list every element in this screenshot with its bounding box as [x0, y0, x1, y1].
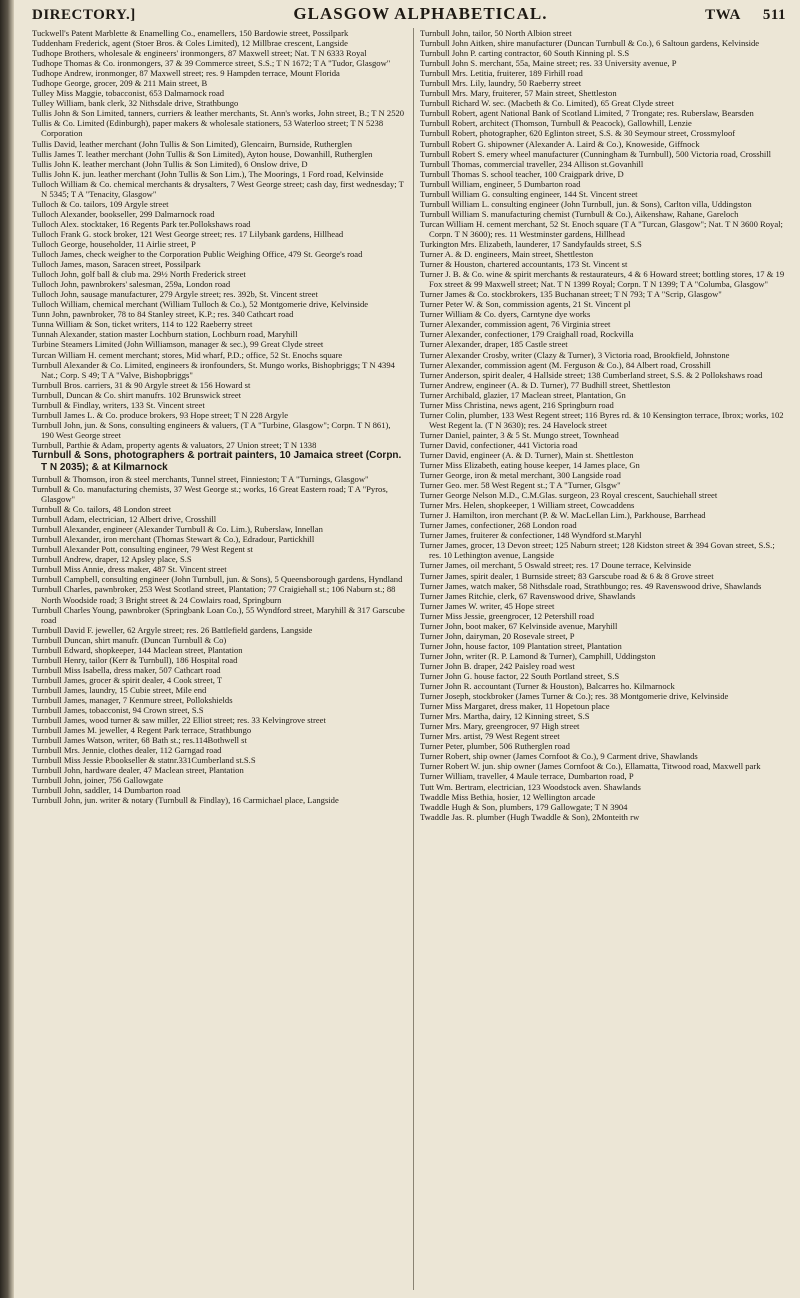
directory-entry: Turner James Ritchie, clerk, 67 Ravenswood drive, Shawlands [420, 590, 636, 601]
directory-entry: Tulley William, bank clerk, 32 Nithsdale drive, Strathbungo [32, 98, 239, 109]
directory-entry: Tulley Miss Maggie, tobacconist, 653 Dalmarnock road [32, 88, 225, 99]
directory-entry: Turner William, traveller, 4 Maule terrace, Dumbarton road, P [420, 771, 634, 782]
directory-entry: Turcan William H. cement merchant; stores, Mid wharf, P.D.; office, 52 St. Enochs square [32, 349, 343, 360]
directory-entry: Turner Mrs. Martha, dairy, 12 Kinning street, S.S [420, 711, 590, 722]
directory-entry: Turnbull Miss Jessie P.bookseller & statnr.331Cumberland st.S.S [32, 755, 256, 766]
directory-entry: Turnbull Duncan, shirt manufr. (Duncan Turnbull & Co) [32, 634, 227, 645]
directory-entry: Turnbull James Watson, writer, 68 Bath st.; res.114Bothwell st [32, 735, 247, 746]
directory-entry: Turnbull Miss Isabella, dress maker, 507 Cathcart road [32, 664, 221, 675]
directory-entry: Tulloch & Co. tailors, 109 Argyle street [32, 198, 169, 209]
directory-entry: Tullis John & Son Limited, tanners, curriers & leather merchants, St. Ann's works, John street, B.; T N 2520 [32, 108, 405, 119]
directory-entry: Turnbull & Findlay, writers, 133 St. Vincent street [32, 399, 205, 410]
directory-entry: Tutt Wm. Bertram, electrician, 123 Woodstock aven. Shawlands [420, 781, 641, 792]
directory-entry: Turnbull David F. jeweller, 62 Argyle street; res. 26 Battlefield gardens, Langside [32, 624, 313, 635]
directory-entry: Turner Peter W. & Son, commission agents, 21 St. Vincent pl [420, 299, 631, 310]
directory-entry: Turner Colin, plumber, 133 West Regent street; 116 Byres rd. & 10 Kensington terrace, Ibrox; works, 102 West Regent la. (T N 3630); res. 24 Havelock street [420, 409, 784, 430]
directory-entry: Turner George Nelson M.D., C.M.Glas. surgeon, 23 Royal crescent, Sauchiehall street [420, 490, 718, 501]
directory-entry: Turner Geo. mer. 58 West Regent st.; T A "Turner, Glsgw" [420, 480, 621, 491]
directory-entry: Turnbull & Co. manufacturing chemists, 37 West George st.; works, 16 Great Eastern road; T A "Pyros, Glasgow" [32, 484, 388, 505]
directory-entry: Tulloch James, check weigher to the Corporation Public Weighing Office, 479 St. George's road [32, 249, 363, 260]
directory-entry: Turnbull Alexander Pott, consulting engineer, 79 West Regent st [32, 544, 253, 555]
directory-entry: Turner Peter, plumber, 506 Rutherglen road [420, 741, 570, 752]
directory-entry: Turner Andrew, engineer (A. & D. Turner), 77 Budhill street, Shettleston [420, 379, 671, 390]
directory-entry: Tunn John, pawnbroker, 78 to 84 Stanley street, K.P.; res. 340 Cathcart road [32, 309, 294, 320]
directory-entry: Turnbull Henry, tailor (Kerr & Turnbull), 186 Hospital road [32, 654, 238, 665]
directory-entry: Turner Robert W. jun. ship owner (James Cornfoot & Co.), Ellamatta, Titwood road, Maxwell park [420, 761, 761, 772]
directory-entry: Turnbull William G. consulting engineer, 144 St. Vincent street [420, 188, 638, 199]
directory-entry: Turner John R. accountant (Turner & Houston), Balcarres ho. Kilmarnock [420, 681, 675, 692]
directory-entry: Tulloch James, mason, Saracen street, Possilpark [32, 259, 201, 270]
directory-entry: Tudhope Brothers, wholesale & engineers' ironmongers, 87 Maxwell street; Nat. T N 6333 Royal [32, 48, 367, 59]
directory-entry: Turnbull James, tobacconist, 94 Crown street, S.S [32, 705, 204, 716]
directory-entry: Turner John, boot maker, 67 Kelvinside avenue, Maryhill [420, 620, 618, 631]
directory-entry: Turner Miss Margaret, dress maker, 11 Hopetoun place [420, 701, 610, 712]
directory-entry: Tulloch Alexander, bookseller, 299 Dalmarnock road [32, 208, 215, 219]
directory-entry: Turnbull, Duncan & Co. shirt manufrs. 102 Brunswick street [32, 389, 242, 400]
directory-entry: Tulloch John, golf ball & club ma. 29½ North Frederick street [32, 269, 246, 280]
directory-columns [32, 28, 786, 1290]
directory-entry: Turnbull James M. jeweller, 4 Regent Park terrace, Strathbungo [32, 725, 252, 736]
directory-entry: Turner Miss Elizabeth, eating house keeper, 14 James place, Gn [420, 460, 640, 471]
directory-entry: Twaddle Jas. R. plumber (Hugh Twaddle & Son), 2Monteith rw [420, 811, 640, 822]
directory-entry: Tulloch Frank G. stock broker, 121 West George street; res. 17 Lilybank gardens, Hillhead [32, 228, 344, 239]
directory-entry: Turnbull William, engineer, 5 Dumbarton road [420, 178, 581, 189]
directory-entry: Turcan William H. cement merchant, 52 St. Enoch square (T A "Turcan, Glasgow"; Nat. T N 3600 Royal; Corpn. T N 3600); res. 11 Westminster gardens, Hillhead [420, 218, 783, 239]
directory-entry: Turner Joseph, stockbroker (James Turner & Co.); res. 38 Montgomerie drive, Kelvinside [420, 691, 729, 702]
directory-entry: Tudhope George, grocer, 209 & 211 Main street, B [32, 78, 208, 89]
directory-entry: Turner Alexander, commission agent, 76 Virginia street [420, 319, 611, 330]
directory-entry: Turnbull Robert G. shipowner (Alexander A. Laird & Co.), Knoweside, Giffnock [420, 138, 700, 149]
directory-entry: Turner J. B. & Co. wine & spirit merchants & restaurateurs, 4 & 6 Howard street; bottling stores, 17 & 19 Fox street & 99 Maxwell street; Nat. T N 1399 Royal; Corpn. T N 1399; T A "Columba, Glasgow" [420, 269, 785, 290]
header-left: DIRECTORY.] [32, 7, 136, 23]
directory-entry: Turner James & Co. stockbrokers, 135 Buchanan street; T N 793; T A "Scrip, Glasgow" [420, 289, 722, 300]
directory-entry: Tuddenham Frederick, agent (Stoer Bros. & Coles Limited), 12 Millbrae crescent, Langside [32, 38, 348, 49]
directory-entry: Tulloch George, householder, 11 Airlie street, P [32, 238, 196, 249]
directory-entry: Turner Anderson, spirit dealer, 4 Hallside street; 138 Cumberland street, S.S. & 2 Pollokshaws road [420, 369, 763, 380]
directory-entry: Turner James, watch maker, 58 Nithsdale road, Strathbungo; res. 49 Ravenswood drive, Shawlands [420, 580, 762, 591]
directory-entry: Tuckwell's Patent Marblette & Enamelling Co., enamellers, 150 Bardowie street, Possilpark [32, 28, 349, 38]
directory-entry: Turnbull, Parthie & Adam, property agents & valuators, 27 Union street; T N 1338 [32, 439, 317, 450]
directory-entry: Turnbull Charles, pawnbroker, 253 West Scotland street, Plantation; 77 Craigiehall st.; 106 Naburn st.; 88 North Woodside road; 3 Bright street & 24 Cowlairs road, Springburn [32, 584, 396, 605]
directory-entry: Turnbull Mrs. Jennie, clothes dealer, 112 Garngad road [32, 745, 222, 756]
directory-entry: Turnbull Mrs. Mary, fruiterer, 57 Main street, Shettleston [420, 88, 617, 99]
directory-entry: Turnbull James, wood turner & saw miller, 22 Elliot street; res. 33 Kelvingrove street [32, 715, 326, 726]
directory-entry: Turner Alexander, commission agent (M. Ferguson & Co.), 84 Albert road, Crosshill [420, 359, 711, 370]
directory-entry: Tulloch John, pawnbrokers' salesman, 259a, London road [32, 279, 231, 290]
directory-entry: Turnbull Miss Annie, dress maker, 487 St. Vincent street [32, 564, 227, 575]
directory-entry: Turner Archibald, glazier, 17 Maclean street, Plantation, Gn [420, 389, 626, 400]
directory-entry: Turner William & Co. dyers, Carntyne dye works [420, 309, 591, 320]
directory-entry: Turnbull & Sons, photographers & portrait painters, 10 Jamaica street (Corpn. T N 2035); & at Kilmarnock [32, 449, 402, 473]
directory-entry: Turner Miss Jessie, greengrocer, 12 Petershill road [420, 610, 595, 621]
directory-entry: Turnbull James, grocer & spirit dealer, 4 Cook street, T [32, 674, 223, 685]
directory-entry: Turnbull Alexander, iron merchant (Thomas Stewart & Co.), Edradour, Partickhill [32, 534, 315, 545]
directory-entry: Twaddle Miss Bethia, hosier, 12 Wellington arcade [420, 791, 596, 802]
directory-entry: Tullis John K. leather merchant (John Tullis & Son Limited), 6 Onslow drive, D [32, 158, 308, 169]
directory-entry: Turner Miss Christina, news agent, 216 Springburn road [420, 399, 614, 410]
directory-entry: Tunna William & Son, ticket writers, 114 to 122 Raeberry street [32, 319, 253, 330]
directory-entry: Turnbull Andrew, draper, 12 Apsley place, S.S [32, 554, 192, 565]
section-letters: TWA [705, 7, 741, 23]
directory-entry: Turner John, writer (R. P. Lamond & Turner), Camphill, Uddingston [420, 650, 656, 661]
directory-entry: Turner George, iron & metal merchant, 300 Langside road [420, 470, 621, 481]
directory-entry: Tullis John K. jun. leather merchant (John Tullis & Son Lim.), The Moorings, 1 Ford road, Kelvinside [32, 168, 384, 179]
directory-entry: Turnbull John S. merchant, 55a, Maine street; res. 33 University avenue, P [420, 58, 677, 69]
directory-entry: Turnbull Robert, architect (Thomson, Turnbull & Peacock), Gallowhill, Lenzie [420, 118, 692, 129]
directory-entry: Turnbull Thomas, commercial traveller, 234 Allison st.Govanhill [420, 158, 644, 169]
directory-entry: Turner James, grocer, 13 Devon street; 125 Naburn street; 128 Kidston street & 394 Govan street, S.S.; res. 10 Lethington avenue, Langside [420, 540, 775, 561]
directory-entry: Turner Alexander, confectioner, 179 Craighall road, Rockvilla [420, 329, 634, 340]
directory-entry: Turnbull Mrs. Lily, laundry, 50 Raeberry street [420, 78, 582, 89]
directory-entry: Turnbull Robert, agent National Bank of Scotland Limited, 7 Trongate; res. Ruberslaw, Bearsden [420, 108, 754, 119]
page-header [32, 4, 786, 26]
directory-entry: Turner Alexander, draper, 185 Castle street [420, 339, 568, 350]
directory-entry: Turnbull William S. manufacturing chemist (Turnbull & Co.), Aikenshaw, Rahane, Gareloch [420, 208, 739, 219]
directory-entry: Turnbull John, saddler, 14 Dumbarton road [32, 785, 181, 796]
directory-entry: Tullis David, leather merchant (John Tullis & Son Limited), Glencairn, Burnside, Rutherglen [32, 138, 353, 149]
directory-entry: Turner & Houston, chartered accountants, 173 St. Vincent st [420, 259, 628, 270]
directory-entry: Turnbull James, manager, 7 Kenmure street, Pollokshields [32, 695, 233, 705]
directory-entry: Turner David, engineer (A. & D. Turner), Main st. Shettleston [420, 449, 634, 460]
header-right [705, 7, 786, 24]
directory-entry: Tulloch Alex. stocktaker, 16 Regents Park ter.Pollokshaws road [32, 218, 251, 229]
directory-entry: Turnbull Mrs. Letitia, fruiterer, 189 Firhill road [420, 68, 583, 79]
directory-entry: Turner Mrs. artist, 79 West Regent street [420, 731, 560, 742]
directory-entry: Turnbull Robert, photographer, 620 Eglinton street, S.S. & 30 Seymour street, Crossmyloof [420, 128, 736, 139]
directory-entry: Turner David, confectioner, 441 Victoria road [420, 439, 578, 450]
directory-entry: Turner Daniel, painter, 3 & 5 St. Mungo street, Townhead [420, 429, 619, 440]
book-binding-edge [0, 0, 14, 1298]
directory-entry: Turner James, fruiterer & confectioner, 148 Wyndford st.Maryhl [420, 530, 642, 541]
directory-entry: Turnbull Adam, electrician, 12 Albert drive, Crosshill [32, 514, 217, 525]
directory-entry: Turner Alexander Crosby, writer (Clazy & Turner), 3 Victoria road, Brookfield, Johnstone [420, 349, 730, 360]
directory-entry: Turnbull Richard W. sec. (Macbeth & Co. Limited), 65 Great Clyde street [420, 98, 674, 109]
directory-entry: Tunnah Alexander, station master Lochburn station, Lochburn road, Maryhill [32, 329, 298, 340]
directory-entry: Turnbull John, jun. writer & notary (Turnbull & Findlay), 16 Carmichael place, Langside [32, 795, 339, 806]
directory-entry: Turnbull William L. consulting engineer (John Turnbull, jun. & Sons), Carlton villa, Uddingston [420, 198, 752, 209]
right-column [413, 28, 786, 1290]
directory-entry: Turnbull John P. carting contractor, 60 South Kinning pl. S.S [420, 48, 630, 59]
directory-entry: Turner John G. house factor, 22 South Portland street, S.S [420, 671, 620, 681]
directory-entry: Turnbull John, joiner, 756 Gallowgate [32, 775, 164, 786]
directory-entry: Turner John B. draper, 242 Paisley road west [420, 660, 575, 671]
page-title: GLASGOW ALPHABETICAL. [293, 4, 548, 23]
directory-entry: Turnbull Charles Young, pawnbroker (Springbank Loan Co.), 55 Wyndford street, Maryhill & 317 Garscube road [32, 604, 405, 625]
directory-entry: Turnbull Bros. carriers, 31 & 90 Argyle street & 156 Howard st [32, 379, 251, 390]
directory-entry: Turner Mrs. Mary, greengrocer, 97 High street [420, 721, 580, 732]
directory-entry: Turnbull Thomas S. school teacher, 100 Craigpark drive, D [420, 168, 624, 179]
directory-entry: Turnbull James, laundry, 15 Cubie street, Mile end [32, 684, 207, 695]
directory-entry: Twaddle Hugh & Son, plumbers, 179 Gallowgate; T N 3904 [420, 801, 628, 812]
directory-entry: Turnbull Alexander & Co. Limited, engineers & ironfounders, St. Mungo works, Bishopbriggs; T N 4394 Nat.; Corp. S 49; T A "Valve, Bishopbriggs" [32, 359, 395, 380]
directory-entry: Tudhope Andrew, ironmonger, 87 Maxwell street; res. 9 Hampden terrace, Mount Florida [32, 68, 340, 79]
directory-entry: Tullis James T. leather merchant (John Tullis & Son Limited), Ayton house, Dowanhill, Rutherglen [32, 148, 373, 159]
directory-entry: Turnbull & Thomson, iron & steel merchants, Tunnel street, Finnieston; T A "Turnings, Glasgow" [32, 473, 369, 484]
directory-entry: Turnbull John Aitken, shire manufacturer (Duncan Turnbull & Co.), 6 Saltoun gardens, Kelvinside [420, 38, 760, 49]
directory-entry: Turkington Mrs. Elizabeth, launderer, 17 Sandyfaulds street, S.S [420, 238, 642, 249]
directory-entry: Turner Mrs. Helen, shopkeeper, 1 William street, Cowcaddens [420, 500, 635, 511]
directory-entry: Tudhope Thomas & Co. ironmongers, 37 & 39 Commerce street, S.S.; T N 1672; T A "Tudor, Glasgow" [32, 58, 391, 69]
directory-entry: Turner James, oil merchant, 5 Oswald street; res. 17 Doune terrace, Kelvinside [420, 560, 692, 571]
directory-entry: Turner John, dairyman, 20 Rosevale street, P [420, 630, 575, 641]
directory-entry: Tulloch William & Co. chemical merchants & drysalters, 7 West George street; cash day, first wednesday; T N 5345; T A "Tenacity, Glasgow" [32, 178, 404, 199]
directory-entry: Turnbull Robert S. emery wheel manufacturer (Cunningham & Turnbull), 500 Victoria road, Crosshill [420, 148, 772, 159]
directory-entry: Turbine Steamers Limited (John Williamson, manager & sec.), 99 Great Clyde street [32, 339, 324, 350]
directory-entry: Turner J. Hamilton, iron merchant (P. & W. MacLellan Lim.), Parkhouse, Barrhead [420, 510, 706, 521]
directory-entry: Turner James, confectioner, 268 London road [420, 520, 577, 531]
directory-entry: Tulloch John, sausage manufacturer, 279 Argyle street; res. 392b, St. Vincent street [32, 289, 318, 300]
directory-entry: Turner John, house factor, 109 Plantation street, Plantation [420, 640, 622, 651]
directory-entry: Turnbull Alexander, engineer (Alexander Turnbull & Co. Lim.), Ruberslaw, Innellan [32, 524, 323, 535]
directory-entry: Turner James, spirit dealer, 1 Burnside street; 83 Garscube road & 6 & 8 Grove street [420, 570, 714, 581]
directory-entry: Turnbull & Co. tailors, 48 London street [32, 504, 172, 515]
directory-entry: Turner James W. writer, 45 Hope street [420, 600, 555, 611]
left-column [32, 28, 405, 1290]
directory-entry: Turner A. & D. engineers, Main street, Shettleston [420, 249, 594, 260]
directory-entry: Turnbull John, tailor, 50 North Albion street [420, 28, 572, 38]
directory-entry: Turnbull James L. & Co. produce brokers, 93 Hope street; T N 228 Argyle [32, 409, 289, 420]
directory-entry: Turner Robert, ship owner (James Cornfoot & Co.), 9 Carment drive, Shawlands [420, 751, 698, 762]
directory-entry: Tullis & Co. Limited (Edinburgh), paper makers & wholesale stationers, 53 Waterloo street; T N 5238 Corporation [32, 118, 384, 139]
directory-entry: Turnbull Edward, shopkeeper, 144 Maclean street, Plantation [32, 644, 243, 655]
directory-entry: Tulloch William, chemical merchant (William Tulloch & Co.), 52 Montgomerie drive, Kelvinside [32, 299, 369, 310]
directory-entry: Turnbull John, jun. & Sons, consulting engineers & valuers, (T A "Turbine, Glasgow"; Corpn. T N 861), 190 West George street [32, 419, 391, 440]
directory-entry: Turnbull Campbell, consulting engineer (John Turnbull, jun. & Sons), 5 Queensborough gardens, Hyndland [32, 574, 403, 585]
directory-entry: Turnbull John, hardware dealer, 47 Maclean street, Plantation [32, 765, 244, 776]
page-number: 511 [762, 7, 786, 23]
